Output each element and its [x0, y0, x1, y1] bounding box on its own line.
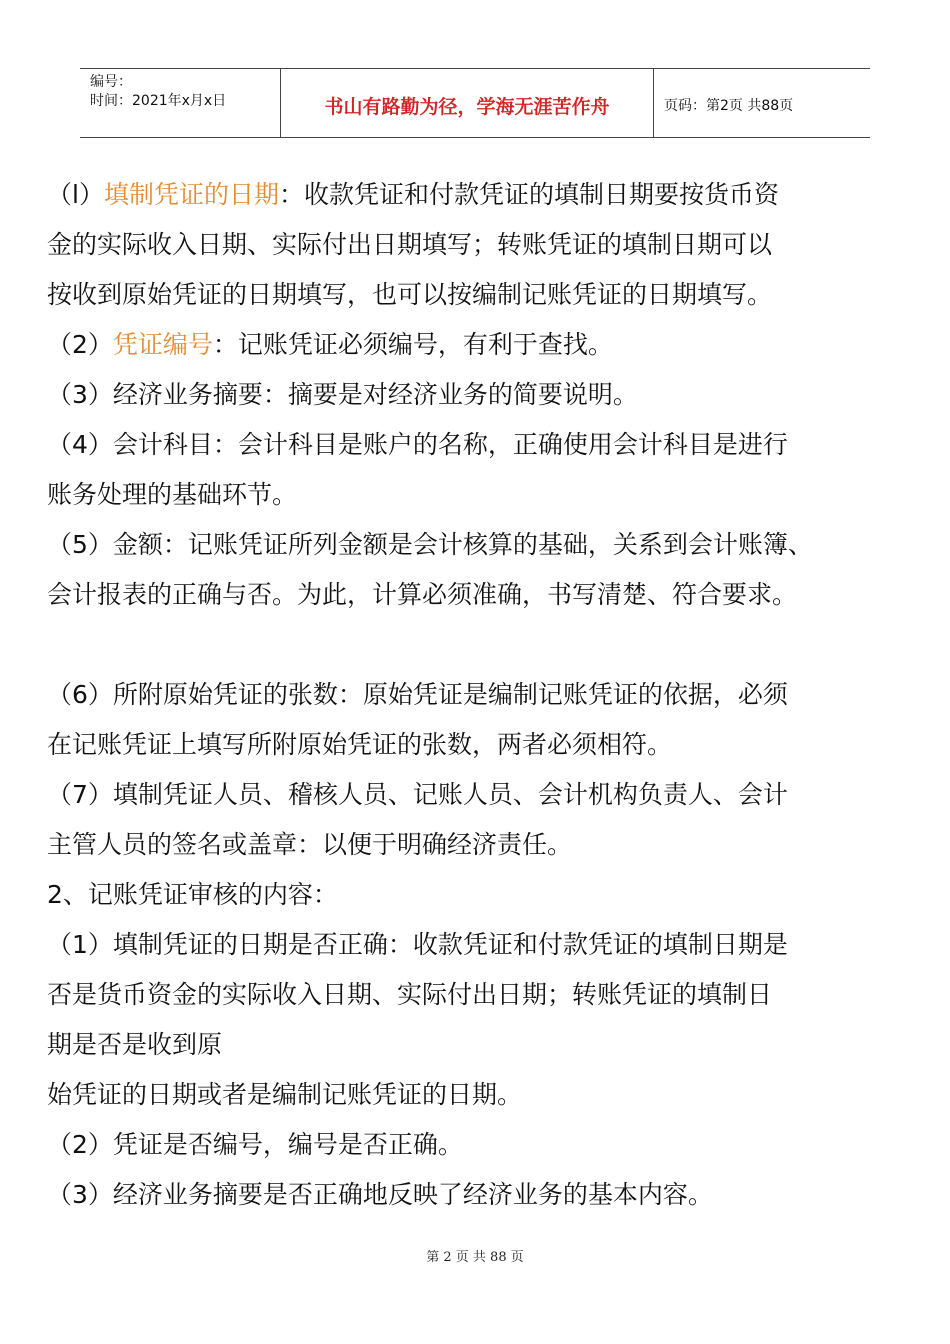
time-label: 时间：2021年x月x日	[90, 93, 227, 109]
line-text: 始凭证的日期或者是编制记账凭证的日期。	[47, 1080, 523, 1109]
document-body	[47, 170, 907, 1220]
line-prefix: （1）	[47, 930, 113, 959]
header-page-info: 页码：第2页 共88页	[664, 98, 794, 114]
line-text: 记账凭证审核的内容：	[87, 880, 338, 909]
paragraph-line	[47, 1120, 907, 1170]
line-text: 经济业务摘要是否正确地反映了经济业务的基本内容。	[112, 1180, 713, 1209]
line-text: 账务处理的基础环节。	[47, 480, 298, 509]
line-prefix: （4）	[47, 430, 113, 459]
paragraph-line	[47, 170, 907, 220]
page-header	[80, 68, 870, 138]
line-text: 所附原始凭证的张数：原始凭证是编制记账凭证的依据，必须	[112, 680, 788, 709]
line-prefix: （l）	[47, 180, 104, 209]
paragraph-line	[47, 320, 907, 370]
line-text: 填制凭证人员、稽核人员、记账人员、会计机构负责人、会计	[112, 780, 788, 809]
line-text: 主管人员的签名或盖章：以便于明确经济责任。	[47, 830, 573, 859]
line-text: 按收到原始凭证的日期填写，也可以按编制记账凭证的日期填写。	[47, 280, 773, 309]
line-prefix: （6）	[47, 680, 113, 709]
paragraph-line	[47, 270, 907, 320]
header-motto: 书山有路勤为径，学海无涯苦作舟	[281, 69, 654, 137]
line-text: 会计科目：会计科目是账户的名称，正确使用会计科目是进行	[112, 430, 788, 459]
line-text: 金额：记账凭证所列金额是会计核算的基础，关系到会计账簿、	[112, 530, 813, 559]
paragraph-line	[47, 220, 907, 270]
line-prefix: （3）	[47, 1180, 113, 1209]
paragraph-line	[47, 370, 907, 420]
line-prefix: （2）	[47, 330, 113, 359]
line-text: 期是否是收到原	[47, 1030, 223, 1059]
paragraph-line	[47, 520, 907, 570]
line-text: 在记账凭证上填写所附原始凭证的张数，两者必须相符。	[47, 730, 673, 759]
paragraph-line	[47, 570, 907, 620]
header-meta	[80, 69, 281, 137]
paragraph-line	[47, 470, 907, 520]
line-text: ：收款凭证和付款凭证的填制日期要按货币资	[278, 180, 779, 209]
paragraph-line	[47, 420, 907, 470]
paragraph-line	[47, 770, 907, 820]
page-footer: 第 2 页 共 88 页	[426, 1250, 524, 1265]
paragraph-line	[47, 870, 907, 920]
paragraph-line	[47, 720, 907, 770]
line-highlight: 凭证编号	[112, 330, 213, 359]
serial-label: 编号：	[90, 74, 132, 90]
paragraph-line	[47, 1170, 907, 1220]
line-text: 凭证是否编号，编号是否正确。	[112, 1130, 463, 1159]
line-text: 经济业务摘要：摘要是对经济业务的简要说明。	[112, 380, 638, 409]
line-text: 否是货币资金的实际收入日期、实际付出日期；转账凭证的填制日	[47, 980, 773, 1009]
paragraph-line	[47, 670, 907, 720]
line-prefix: （2）	[47, 1130, 113, 1159]
line-text: 金的实际收入日期、实际付出日期填写；转账凭证的填制日期可以	[47, 230, 773, 259]
line-prefix: （3）	[47, 380, 113, 409]
paragraph-line	[47, 1020, 907, 1070]
paragraph-line	[47, 920, 907, 970]
line-highlight: 填制凭证的日期	[103, 180, 279, 209]
line-prefix: （7）	[47, 780, 113, 809]
paragraph-line	[47, 820, 907, 870]
line-prefix: 2、	[47, 880, 88, 909]
line-text: 填制凭证的日期是否正确：收款凭证和付款凭证的填制日期是	[112, 930, 788, 959]
line-text: 会计报表的正确与否。为此，计算必须准确，书写清楚、符合要求。	[47, 580, 798, 609]
line-prefix: （5）	[47, 530, 113, 559]
paragraph-line	[47, 1070, 907, 1120]
paragraph-line	[47, 970, 907, 1020]
line-text: ：记账凭证必须编号，有利于查找。	[212, 330, 613, 359]
